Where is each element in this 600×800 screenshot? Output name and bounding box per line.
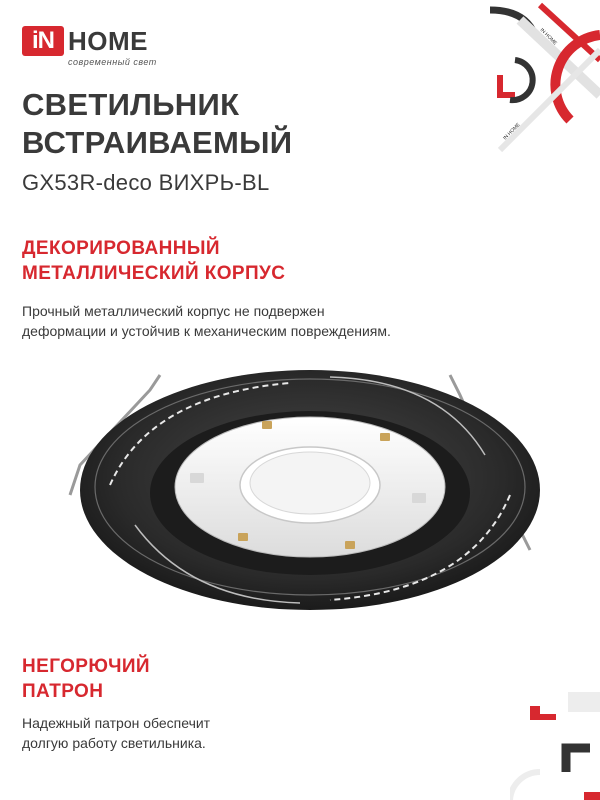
decor-top-right	[480, 0, 600, 170]
decor-text: IN HOME	[538, 27, 558, 47]
model-name: GX53R-deco ВИХРЬ-BL	[22, 170, 270, 195]
feature-text-line: Надежный патрон обеспечит	[22, 715, 211, 731]
feature-heading-line: НЕГОРЮЧИЙ	[22, 656, 150, 677]
decor-bottom-right	[510, 692, 600, 800]
page-title	[22, 86, 292, 162]
logo-mark: iN	[22, 26, 64, 56]
feature-text-line: Прочный металлический корпус не подвержен	[22, 303, 325, 319]
feature-heading-socket	[22, 654, 150, 704]
feature-heading-line: МЕТАЛЛИЧЕСКИЙ КОРПУС	[22, 263, 286, 284]
logo-tagline: современный свет	[68, 57, 157, 67]
feature-heading-line: ПАТРОН	[22, 681, 104, 702]
feature-heading-housing	[22, 236, 285, 286]
title-line-1: СВЕТИЛЬНИК	[22, 87, 240, 122]
feature-text-line: деформации и устойчив к механическим повреждениям.	[22, 323, 391, 339]
feature-text-socket	[22, 713, 210, 753]
brand-logo	[22, 26, 182, 76]
title-line-2: ВСТРАИВАЕМЫЙ	[22, 125, 293, 160]
product-image	[40, 355, 580, 625]
feature-text-housing	[22, 301, 391, 341]
decor-text: IN HOME	[502, 122, 522, 142]
feature-text-line: долгую работу светильника.	[22, 735, 206, 751]
feature-heading-line: ДЕКОРИРОВАННЫЙ	[22, 238, 220, 259]
logo-name: HOME	[68, 26, 148, 56]
